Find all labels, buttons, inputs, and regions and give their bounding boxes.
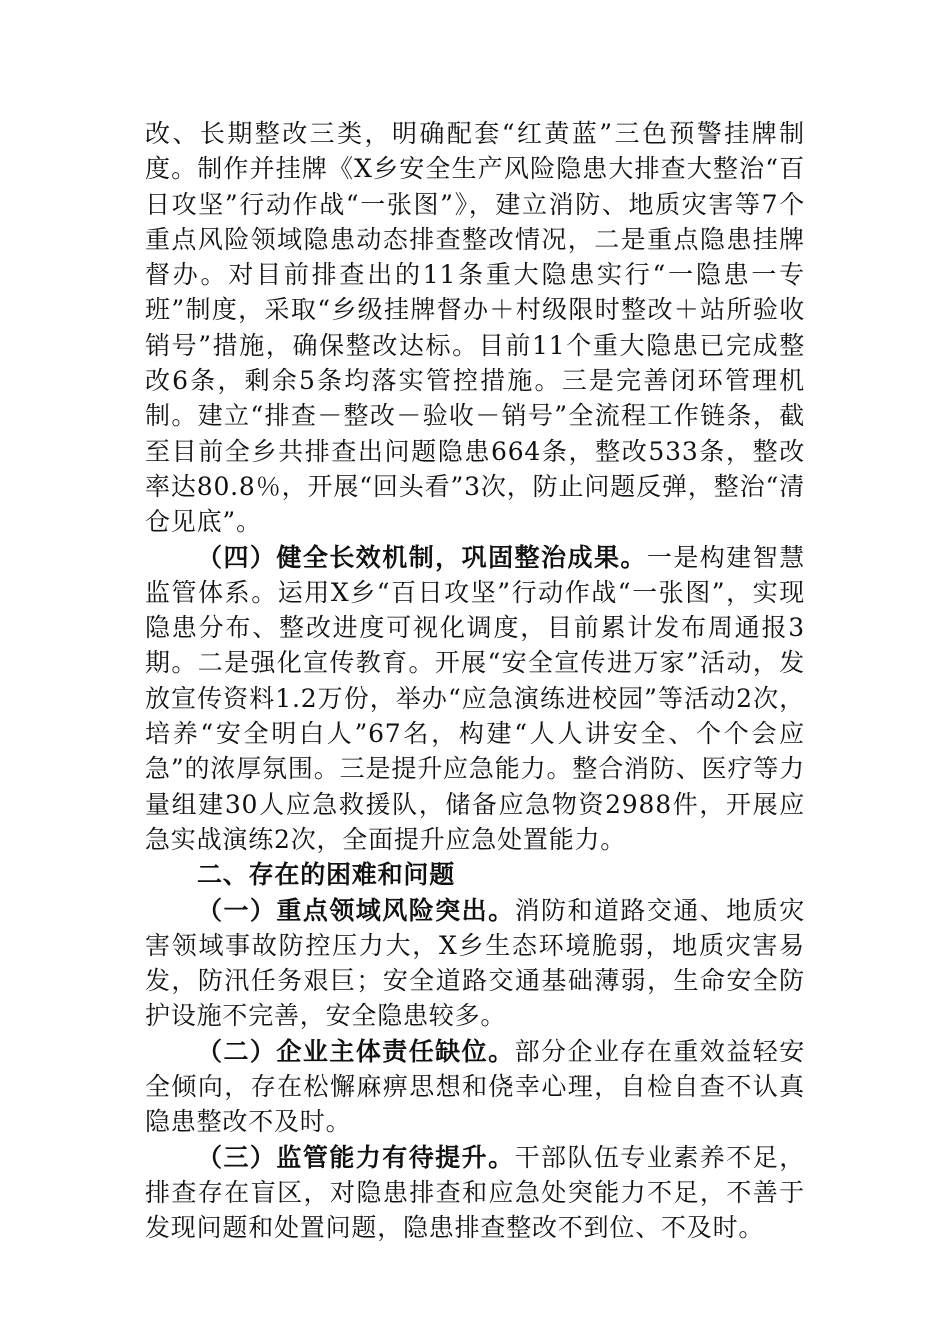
- paragraph-supervision-capacity: [145, 1140, 805, 1246]
- paragraph-lead: （一）重点领域风险突出。: [197, 895, 515, 925]
- paragraph-text: 改、长期整改三类，明确配套“红黄蓝”三色预警挂牌制度。制作并挂牌《X乡安全生产风险隐患大排查大整治“百日攻坚”行动作战“一张图”》，建立消防、地质灾害等7个重点风险领域隐患动态排查整改情况，二是重点隐患挂牌督办。对目前排查出的11条重大隐患实行“一隐患一专班”制度，采取“乡级挂牌督办＋村级限时整改＋站所验收销号”措施，确保整改达标。目前11个重大隐患已完成整改6条，剩余5条均落实管控措施。三是完善闭环管理机制。建立“排查－整改－验收－销号”全流程工作链条，截至目前全乡共排查出问题隐患664条，整改533条，整改率达80.8％，开展“回头看”3次，防止问题反弹，整治“清仓见底”。: [145, 119, 805, 537]
- paragraph-text: 一是构建智慧监管体系。运用X乡“百日攻坚”行动作战“一张图”，实现隐患分布、整改进度可视化调度，目前累计发布周通报3期。二是强化宣传教育。开展“安全宣传进万家”活动，发放宣传资料1.2万份，举办“应急演练进校园”等活动2次，培养“安全明白人”67名，构建“人人讲安全、个个会应急”的浓厚氛围。三是提升应急能力。整合消防、医疗等力量组建30人应急救援队，储备应急物资2988件，开展应急实战演练2次，全面提升应急处置能力。: [145, 542, 805, 854]
- paragraph-key-risk-areas: [145, 893, 805, 1034]
- paragraph-text: 部分企业存在重效益轻安全倾向，存在松懈麻痹思想和侥幸心理，自检自查不认真隐患整改不及时。: [145, 1036, 805, 1137]
- paragraph-continuation: [145, 116, 805, 540]
- paragraph-enterprise-responsibility: [145, 1034, 805, 1140]
- section-heading-difficulties: 二、存在的困难和问题: [197, 860, 456, 890]
- paragraph-lead: （二）企业主体责任缺位。: [197, 1036, 515, 1066]
- paragraph-text: 干部队伍专业素养不足，排查存在盲区，对隐患排查和应急处突能力不足，不善于发现问题和处置问题，隐患排查整改不到位、不及时。: [145, 1142, 805, 1243]
- document-body: [145, 116, 805, 1246]
- paragraph-text: 消防和道路交通、地质灾害领域事故防控压力大，X乡生态环境脆弱，地质灾害易发，防汛任务艰巨；安全道路交通基础薄弱，生命安全防护设施不完善，安全隐患较多。: [145, 895, 805, 1031]
- paragraph-lead: （三）监管能力有待提升。: [197, 1142, 515, 1172]
- paragraph-long-term-mechanism: [145, 540, 805, 858]
- paragraph-lead: （四）健全长效机制，巩固整治成果。: [197, 542, 647, 572]
